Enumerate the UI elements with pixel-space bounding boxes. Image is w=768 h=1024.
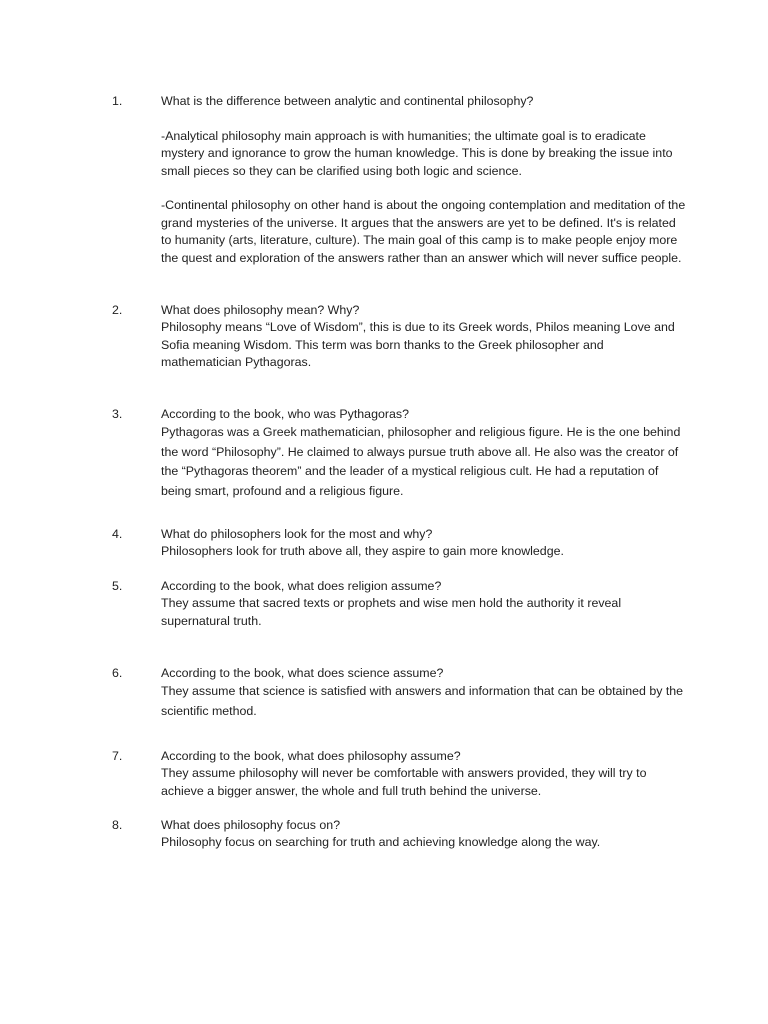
question-text: What is the difference between analytic and continental philosophy? xyxy=(161,94,534,108)
qa-content xyxy=(161,302,686,372)
question-text: What does philosophy focus on? xyxy=(161,818,341,832)
answer-text: Philosophy means “Love of Wisdom”, this is due to its Greek words, Philos meaning Love and Sofia meaning Wisdom. This term was born thanks to the Greek philosopher and mathematician Pythagoras. xyxy=(161,320,675,370)
answer-text: They assume that science is satisfied with answers and information that can be obtained by the scientific method. xyxy=(161,684,684,718)
answer-text: Philosophers look for truth above all, they aspire to gain more knowledge. xyxy=(161,544,564,559)
answer-text: Philosophy focus on searching for truth and achieving knowledge along the way. xyxy=(161,835,601,850)
question-number: 2. xyxy=(112,303,123,317)
question-text: According to the book, what does religion assume? xyxy=(161,579,442,593)
question-text: According to the book, what does philosophy assume? xyxy=(161,749,461,763)
answer-text: Pythagoras was a Greek mathematician, philosopher and religious figure. He is the one behind the word “Philosophy”. He claimed to always pursue truth above all. He also was the creator of the “Pythagoras theorem” and the leader of a mystical religious cult. He had a reputation of being smart, profound and a religious figure. xyxy=(161,425,681,498)
question-number: 7. xyxy=(112,749,123,763)
question-number: 6. xyxy=(112,666,123,680)
qa-content xyxy=(161,817,686,852)
question-number: 8. xyxy=(112,818,123,832)
qa-content xyxy=(161,748,686,800)
qa-content xyxy=(161,665,686,721)
question-number: 1. xyxy=(112,94,123,108)
answer-text: They assume that sacred texts or prophets and wise men hold the authority it reveal supernatural truth. xyxy=(161,596,622,628)
question-number: 5. xyxy=(112,579,123,593)
qa-content xyxy=(161,578,686,630)
qa-content xyxy=(161,526,686,561)
question-text: What do philosophers look for the most and why? xyxy=(161,527,433,541)
answer-text: They assume philosophy will never be comfortable with answers provided, they will try to achieve a bigger answer, the whole and full truth behind the universe. xyxy=(161,766,647,798)
qa-content xyxy=(161,93,686,267)
question-number: 4. xyxy=(112,527,123,541)
question-text: According to the book, who was Pythagoras? xyxy=(161,407,409,421)
answer-text: -Analytical philosophy main approach is with humanities; the ultimate goal is to eradicate mystery and ignorance to grow the human knowledge. This is done by breaking the issue into small pieces so they can be clarified using both logic and science. xyxy=(161,128,673,178)
question-text: What does philosophy mean? Why? xyxy=(161,303,360,317)
question-text: According to the book, what does science assume? xyxy=(161,666,444,680)
question-number: 3. xyxy=(112,407,123,421)
answer-text: -Continental philosophy on other hand is about the ongoing contemplation and meditation of the grand mysteries of the universe. It argues that the answers are yet to be defined. It's is related to humanity (arts, literature, culture). The main goal of this camp is to make people enjoy more the quest and exploration of the answers rather than an answer which will never suffice people. xyxy=(161,198,686,265)
qa-content xyxy=(161,406,686,501)
